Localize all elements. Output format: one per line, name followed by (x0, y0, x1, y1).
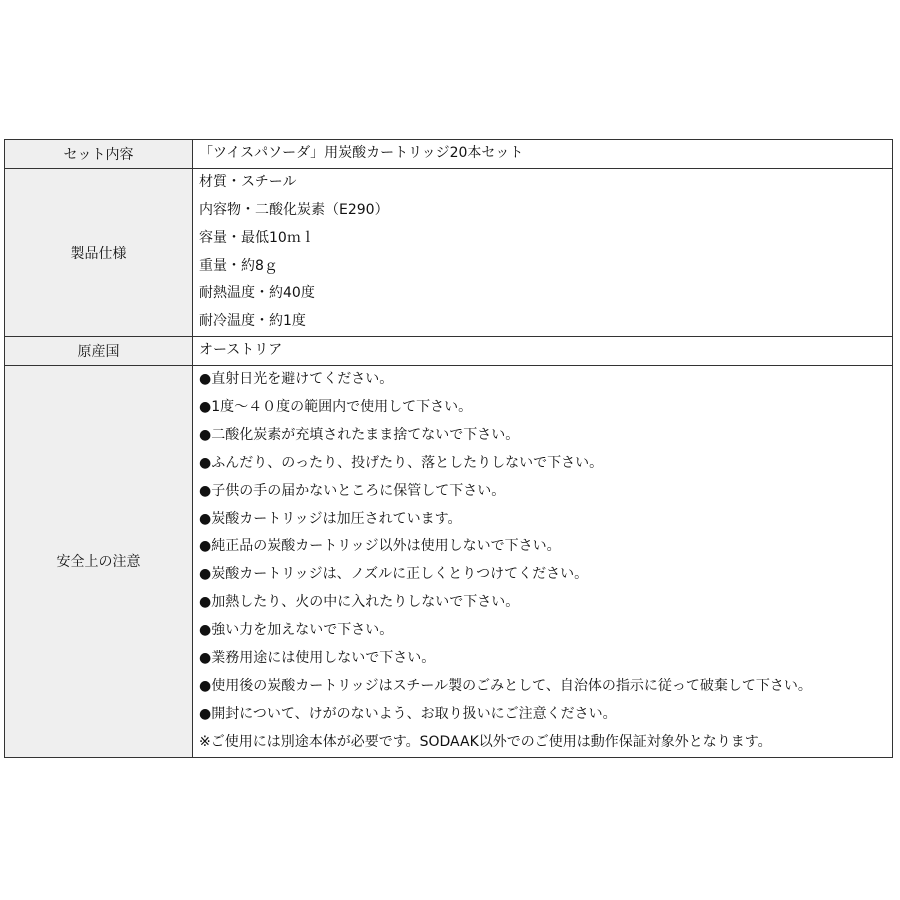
table-row-country-of-origin (5, 337, 893, 366)
value-line: 耐熱温度・約40度 (199, 285, 315, 302)
row-label: 原産国 (5, 337, 193, 366)
value-line: ●1度～４０度の範囲内で使用して下さい。 (199, 399, 473, 416)
value-line: ●炭酸カートリッジは、ノズルに正しくとりつけてください。 (199, 566, 589, 583)
value-line: ●二酸化炭素が充填されたまま捨てないで下さい。 (199, 426, 520, 443)
value-line: 「ツイスパソーダ」用炭酸カートリッジ20本セット (199, 145, 524, 161)
value-line: ●強い力を加えないで下さい。 (199, 622, 394, 639)
value-line: 容量・最低10ｍｌ (199, 229, 315, 246)
row-label: セット内容 (5, 140, 193, 169)
row-value (193, 168, 893, 336)
row-value (193, 366, 893, 757)
value-line: 内容物・二酸化炭素（E290） (199, 201, 389, 218)
table-row-set-contents (5, 140, 893, 169)
value-line: ●純正品の炭酸カートリッジ以外は使用しないで下さい。 (199, 538, 561, 555)
value-line: ●子供の手の届かないところに保管して下さい。 (199, 482, 506, 499)
value-line: 材質・スチール (199, 173, 297, 190)
row-label: 安全上の注意 (5, 366, 193, 757)
row-value (193, 337, 893, 366)
value-line: ●ふんだり、のったり、投げたり、落としたりしないで下さい。 (199, 454, 604, 471)
value-line: ●直射日光を避けてください。 (199, 371, 394, 388)
table-row-product-spec (5, 168, 893, 336)
value-line: ●加熱したり、火の中に入れたりしないで下さい。 (199, 594, 520, 611)
value-line: ●業務用途には使用しないで下さい。 (199, 650, 436, 667)
value-line: 重量・約8ｇ (199, 257, 278, 274)
value-line: ※ご使用には別途本体が必要です。SODAAK以外でのご使用は動作保証対象外となります。 (199, 733, 772, 750)
value-line: オーストリア (199, 342, 283, 359)
row-value (193, 140, 893, 169)
row-label: 製品仕様 (5, 168, 193, 336)
value-line: ●使用後の炭酸カートリッジはスチール製のごみとして、自治体の指示に従って破棄して下さい。 (199, 677, 812, 694)
value-line: 耐冷温度・約1度 (199, 313, 306, 330)
table-row-safety-notes (5, 366, 893, 757)
value-line: ●開封について、けがのないよう、お取り扱いにご注意ください。 (199, 705, 617, 722)
product-spec-table (4, 139, 893, 758)
value-line: ●炭酸カートリッジは加圧されています。 (199, 510, 462, 527)
